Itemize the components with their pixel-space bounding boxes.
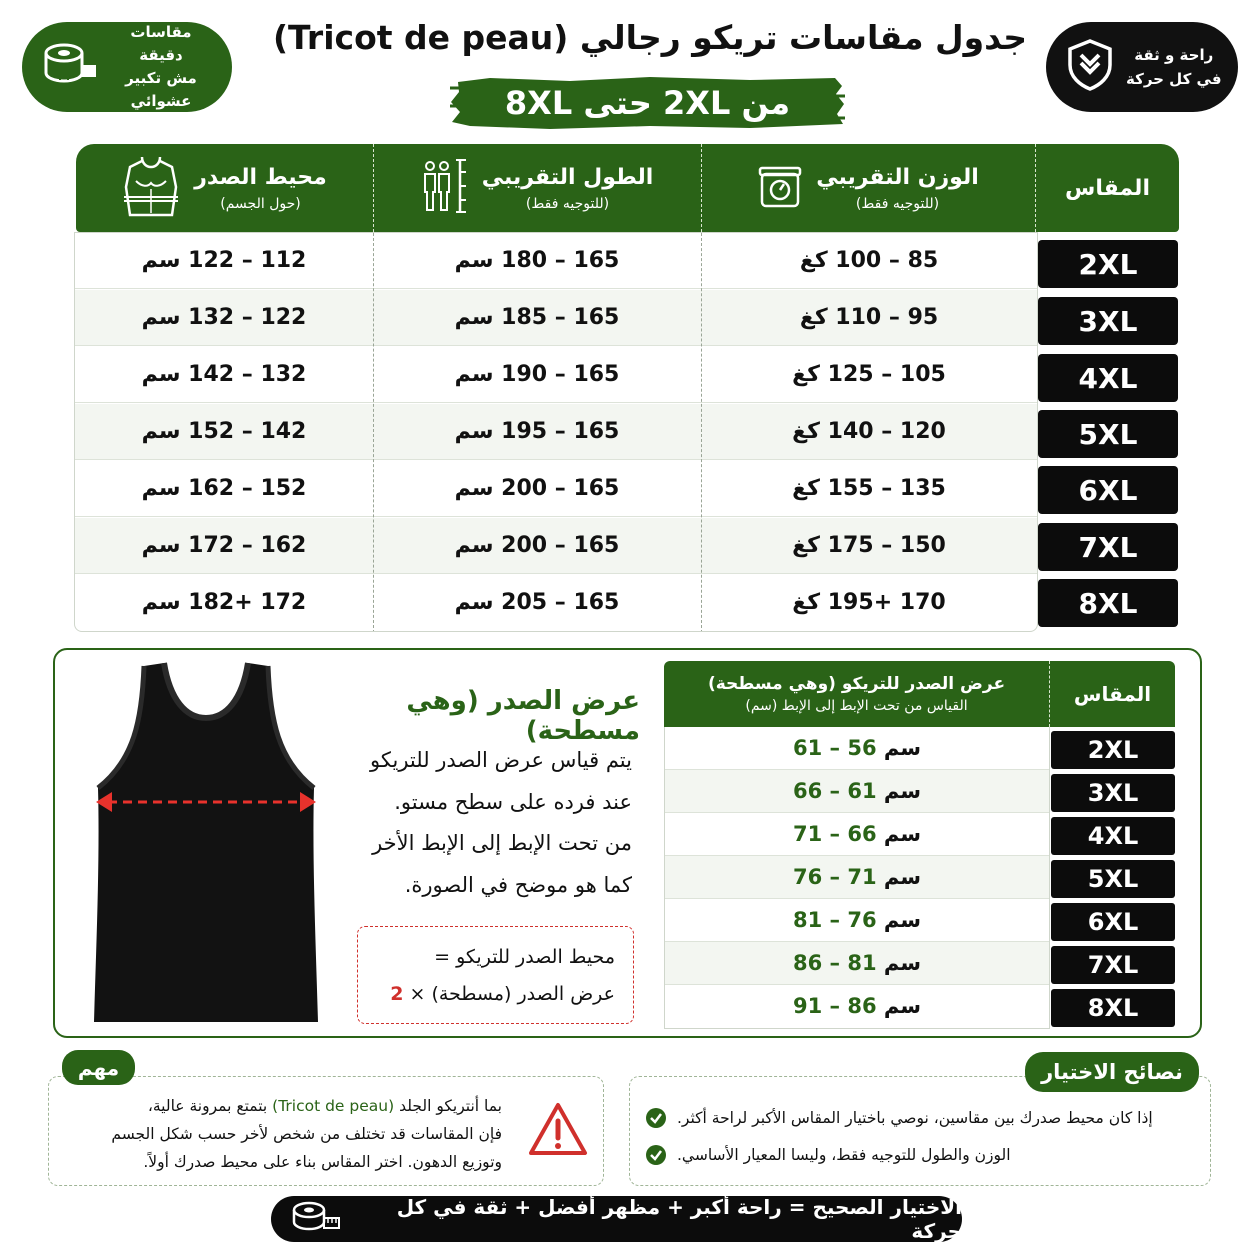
tip-text: الوزن والطول للتوجيه فقط، وليسا المعيار الأساسي.	[677, 1146, 1011, 1164]
size-label: 7XL	[1038, 523, 1178, 571]
size-table-header	[76, 144, 1179, 232]
chest-value: 112 – 122 سم	[141, 248, 307, 273]
chest-width-title: عرض الصدر (وهي مسطحة)	[406, 686, 640, 746]
badge-comfort	[1046, 22, 1238, 112]
table-row	[75, 404, 1037, 460]
header-size-label: المقاس	[1064, 175, 1150, 201]
tank-top-image	[86, 660, 326, 1026]
important-tag: مهم	[62, 1050, 135, 1085]
formula-factor: 2	[390, 983, 404, 1005]
weight-value: 85 – 100 كغ	[799, 248, 939, 273]
chest-value: 132 – 142 سم	[141, 362, 307, 387]
size-label: 6XL	[1038, 466, 1178, 514]
torso-icon	[122, 153, 180, 223]
page-subtitle: من 2XL حتى 8XL	[504, 84, 791, 122]
size-label: 4XL	[1051, 817, 1175, 855]
header-size	[1036, 144, 1179, 232]
formula-line1: محيط الصدر للتريكو =	[434, 946, 615, 968]
weight-value: 120 – 140 كغ	[792, 419, 946, 444]
height-value: 165 – 195 سم	[454, 419, 620, 444]
header-weight-label: الوزن التقريبي	[816, 164, 979, 190]
check-circle-icon	[645, 1144, 667, 1166]
size-label: 8XL	[1038, 579, 1178, 627]
width-value: 61 – 66	[792, 779, 877, 803]
header-weight	[702, 144, 1035, 232]
height-people-icon	[422, 158, 468, 218]
table-row	[665, 770, 1049, 813]
tips-tag: نصائح الاختيار	[1025, 1052, 1199, 1092]
size-label: 3XL	[1051, 774, 1175, 812]
weight-value: 105 – 125 كغ	[792, 362, 946, 387]
badge-left-line1: مقاسات دقيقة	[130, 22, 192, 64]
width-value: 86 – 91	[792, 994, 877, 1018]
chest-value: 172 +182 سم	[141, 590, 307, 615]
note-line1-post: بتمتع بمرونة عالية،	[147, 1097, 268, 1115]
size-label: 2XL	[1038, 240, 1178, 288]
size-label: 3XL	[1038, 297, 1178, 345]
measuring-tape-icon	[291, 1200, 341, 1238]
flat-width-header: عرض الصدر للتريكو (وهي مسطحة)	[707, 674, 1006, 694]
note-line1-highlight: (Tricot de peau)	[272, 1097, 395, 1115]
chest-value: 142 – 152 سم	[141, 419, 307, 444]
badge-right-line2: في كل حركة	[1126, 70, 1222, 88]
tip-item	[645, 1105, 1200, 1131]
flat-width-table	[664, 727, 1050, 1029]
desc-line: عند فرده على سطح مستو.	[394, 789, 632, 814]
badge-left-line2: مش تكبير عشوائي	[125, 69, 197, 111]
chest-value: 122 – 132 سم	[141, 305, 307, 330]
check-circle-icon	[645, 1107, 667, 1129]
height-value: 165 – 185 سم	[454, 305, 620, 330]
flat-width-table-header	[664, 661, 1175, 727]
unit: سم	[883, 736, 922, 760]
flat-width-header-size: المقاس	[1073, 682, 1152, 706]
unit: سم	[883, 779, 922, 803]
size-label: 6XL	[1051, 903, 1175, 941]
table-row	[665, 985, 1049, 1028]
width-value: 81 – 86	[792, 951, 877, 975]
header-chest-label: محيط الصدر	[194, 164, 327, 190]
size-label: 7XL	[1051, 946, 1175, 984]
measuring-tape-icon	[42, 37, 98, 97]
unit: سم	[883, 951, 922, 975]
width-value: 66 – 71	[792, 822, 877, 846]
height-value: 165 – 190 سم	[454, 362, 620, 387]
height-value: 165 – 205 سم	[454, 590, 620, 615]
table-row	[665, 942, 1049, 985]
note-line1-pre: بما أنتريكو الجلد	[399, 1097, 502, 1115]
size-label: 5XL	[1038, 410, 1178, 458]
table-row	[665, 899, 1049, 942]
table-row	[665, 856, 1049, 899]
unit: سم	[883, 865, 922, 889]
width-value: 76 – 81	[792, 908, 877, 932]
table-row	[75, 518, 1037, 574]
badge-accurate-sizes	[22, 22, 232, 112]
shield-check-icon	[1062, 37, 1118, 97]
flat-width-subheader: القياس من تحت الإبط إلى الإبط (سم)	[745, 698, 968, 714]
table-row	[75, 461, 1037, 517]
height-value: 165 – 180 سم	[454, 248, 620, 273]
footer-bar	[271, 1196, 962, 1242]
tips-box	[629, 1076, 1211, 1186]
weight-value: 95 – 110 كغ	[799, 305, 939, 330]
header-chest	[76, 144, 373, 232]
table-row	[75, 575, 1037, 631]
formula-box	[357, 926, 634, 1024]
warning-icon	[527, 1101, 589, 1157]
note-line3: وتوزيع الدهون. اختر المقاس بناء على محيط صدرك أولاً.	[143, 1153, 502, 1171]
chest-value: 152 – 162 سم	[141, 476, 307, 501]
desc-line: من تحت الإبط إلى الإبط الأخر	[372, 831, 632, 855]
height-value: 165 – 200 سم	[454, 476, 620, 501]
footer-text: الاختيار الصحيح = راحة أكبر + مظهر أفضل + ثقة في كل حركة	[396, 1195, 962, 1243]
weight-value: 150 – 175 كغ	[792, 533, 946, 558]
size-label: 8XL	[1051, 989, 1175, 1027]
tip-text: إذا كان محيط صدرك بين مقاسين، نوصي باختيار المقاس الأكبر لراحة أكثر.	[677, 1109, 1153, 1127]
size-label: 2XL	[1051, 731, 1175, 769]
size-label: 5XL	[1051, 860, 1175, 898]
badge-right-line1: راحة و ثقة	[1134, 46, 1214, 64]
header-height-note: (للتوجيه فقط)	[525, 195, 610, 212]
weight-value: 135 – 155 كغ	[792, 476, 946, 501]
unit: سم	[883, 908, 922, 932]
width-value: 71 – 76	[792, 865, 877, 889]
header-weight-note: (للتوجيه فقط)	[855, 195, 940, 212]
formula-line2: عرض الصدر (مسطحة) ×	[409, 983, 615, 1005]
size-label: 4XL	[1038, 354, 1178, 402]
desc-line: يتم قياس عرض الصدر للتريكو	[370, 748, 632, 772]
desc-line: كما هو موضح في الصورة.	[404, 872, 632, 897]
table-row	[75, 233, 1037, 289]
header-height	[374, 144, 701, 232]
important-note-text	[70, 1092, 502, 1176]
table-row	[665, 813, 1049, 856]
note-line2: فإن المقاسات قد تختلف من شخص لأخر حسب شكل الجسم	[111, 1125, 502, 1143]
header-chest-note: (حول الجسم)	[220, 195, 301, 212]
width-value: 56 – 61	[792, 736, 877, 760]
unit: سم	[883, 994, 922, 1018]
size-table	[74, 232, 1038, 632]
tip-item	[645, 1142, 1200, 1168]
table-row	[75, 290, 1037, 346]
table-row	[75, 347, 1037, 403]
header-height-label: الطول التقريبي	[481, 164, 654, 190]
chest-width-description	[340, 740, 632, 906]
weight-value: 170 +195 كغ	[792, 590, 946, 615]
scale-icon	[758, 162, 802, 214]
chest-value: 162 – 172 سم	[141, 533, 307, 558]
unit: سم	[883, 822, 922, 846]
page-title: جدول مقاسات تريكو رجالي (Tricot de peau)	[272, 18, 1028, 57]
height-value: 165 – 200 سم	[454, 533, 620, 558]
table-row	[665, 727, 1049, 770]
